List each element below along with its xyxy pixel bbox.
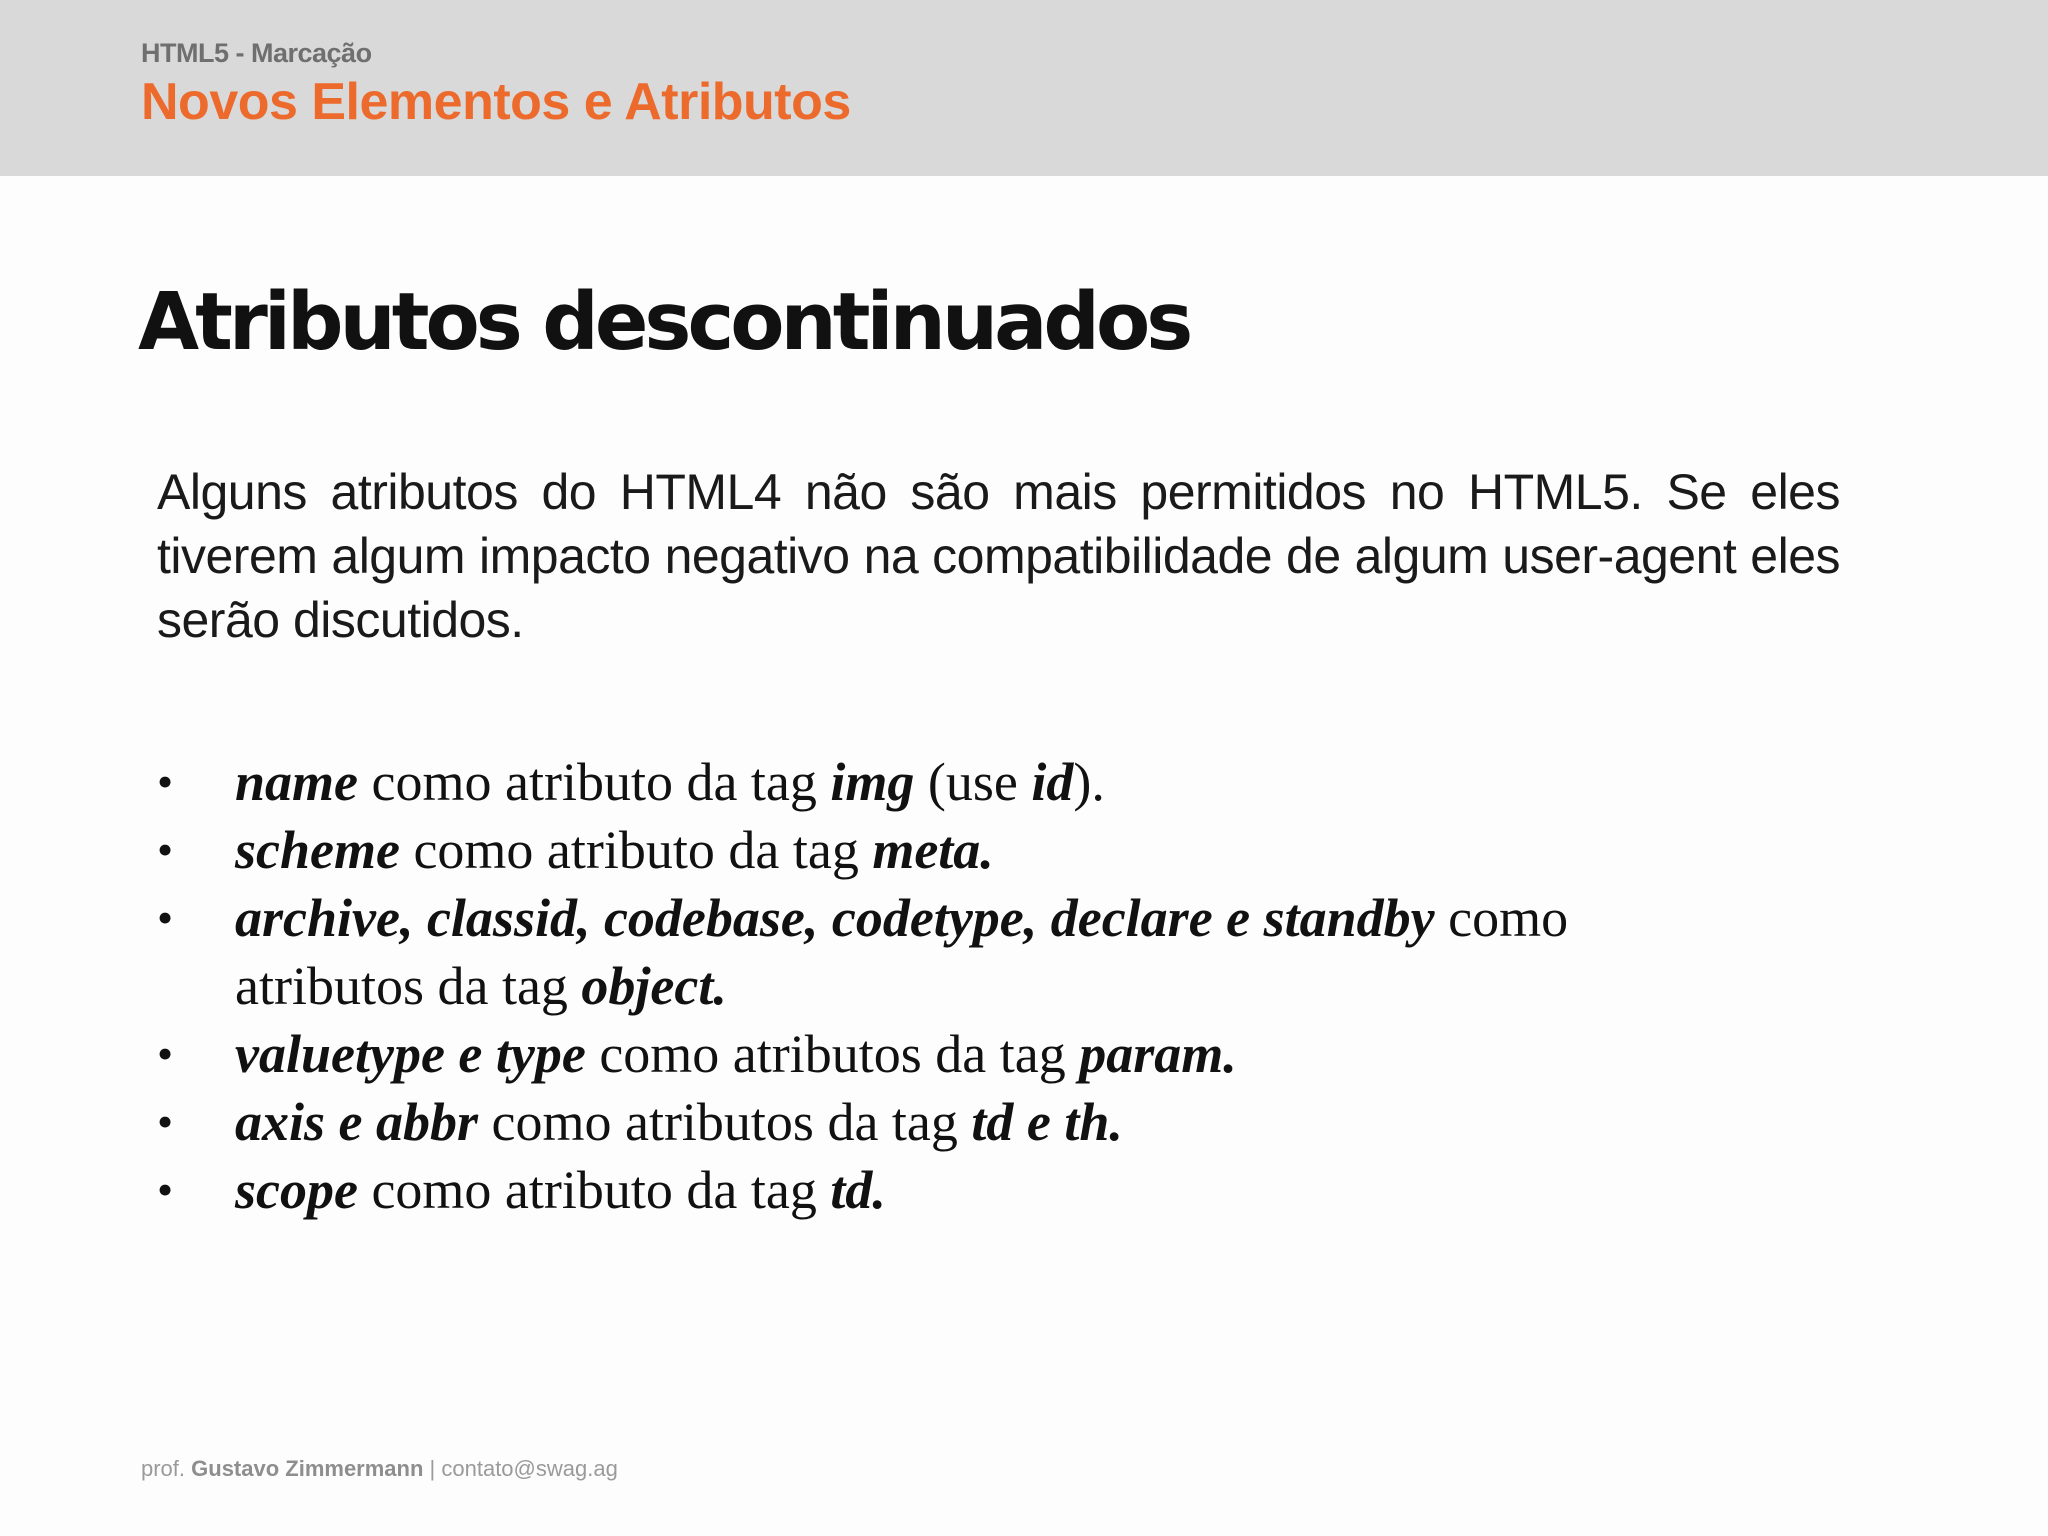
list-item xyxy=(157,816,1717,884)
item-text: ). xyxy=(1073,752,1105,812)
header-bar xyxy=(0,0,2048,176)
tag-name: object. xyxy=(581,956,727,1016)
footer-author: Gustavo Zimmermann xyxy=(191,1456,424,1481)
footer-separator: | xyxy=(423,1456,442,1481)
bullet-icon: • xyxy=(157,756,174,807)
attribute-name: axis e abbr xyxy=(235,1092,478,1152)
intro-paragraph: Alguns atributos do HTML4 não são mais permitidos no HTML5. Se eles tiverem algum impacto negativo na compatibilidade de algum user-agent eles serão discutidos. xyxy=(157,464,1840,648)
page-title: Atributos descontinuados xyxy=(138,276,1190,368)
item-text: como atributo da tag xyxy=(358,752,831,812)
bullet-icon: • xyxy=(157,1164,174,1215)
tag-name: img xyxy=(830,752,915,812)
header-subtitle: HTML5 - Marcação xyxy=(141,38,372,68)
footer-prefix: prof. xyxy=(141,1456,192,1481)
bullet-icon: • xyxy=(157,824,174,875)
bullet-icon: • xyxy=(157,892,174,943)
attribute-name: valuetype e type xyxy=(235,1024,586,1084)
item-text: como atributos da tag xyxy=(235,888,1569,1016)
list-item xyxy=(157,1020,1717,1088)
list-item xyxy=(157,1088,1717,1156)
item-text: como atributos da tag xyxy=(478,1092,972,1152)
attribute-name: archive, classid, codebase, codetype, declare e standby xyxy=(235,888,1435,948)
item-text: como atributo da tag xyxy=(399,820,873,880)
list-item xyxy=(157,1156,1717,1224)
attribute-name: id xyxy=(1031,752,1074,812)
tag-name: meta. xyxy=(872,820,994,880)
item-text: como atributos da tag xyxy=(585,1024,1080,1084)
list-item xyxy=(157,748,1717,816)
footer-contact: contato@swag.ag xyxy=(441,1456,618,1481)
header-title: Novos Elementos e Atributos xyxy=(141,73,851,131)
tag-name: param. xyxy=(1079,1024,1237,1084)
bullet-list xyxy=(157,748,1717,1224)
tag-name: td e th. xyxy=(971,1092,1123,1152)
attribute-name: scope xyxy=(235,1160,358,1220)
attribute-name: name xyxy=(235,752,359,812)
attribute-name: scheme xyxy=(235,820,400,880)
footer-credit xyxy=(141,1456,618,1482)
item-text: como atributo da tag xyxy=(357,1160,831,1220)
item-text: (use xyxy=(914,752,1032,812)
list-item xyxy=(157,884,1717,1020)
tag-name: td. xyxy=(830,1160,886,1220)
bullet-icon: • xyxy=(157,1096,174,1147)
bullet-icon: • xyxy=(157,1028,174,1079)
